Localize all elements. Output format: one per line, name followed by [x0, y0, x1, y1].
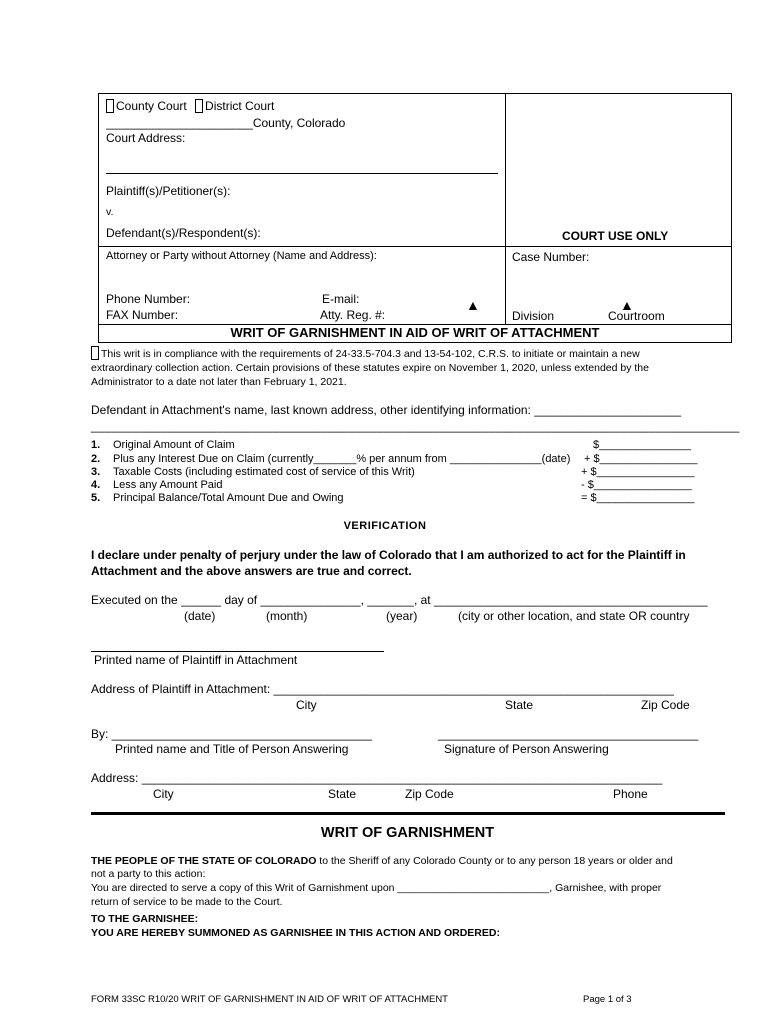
atty-reg-label: Atty. Reg. #: [320, 308, 386, 322]
caption-attorney-rule [98, 246, 732, 247]
month-caption: (month) [266, 609, 308, 623]
claim-amount-2[interactable]: + $________________ [584, 453, 698, 465]
claim-item-5: 5. Principal Balance/Total Amount Due and Owing [91, 492, 344, 504]
up-arrow-icon: ▲ [466, 297, 480, 313]
compliance-checkbox[interactable] [91, 346, 99, 360]
versus-label: v. [106, 206, 114, 218]
declaration-line-1: I declare under penalty of perjury under the law of Colorado that I am authorized to act for the Plaintiff in [91, 548, 686, 562]
district-court-checkbox[interactable] [195, 99, 203, 113]
signature-line[interactable]: _______________________________________ [438, 727, 699, 741]
court-type-row [106, 99, 274, 113]
plaintiff-label: Plaintiff(s)/Petitioner(s): [106, 184, 231, 198]
county-court-label: County Court [116, 99, 187, 113]
date-caption: (date) [184, 609, 216, 623]
people-line-2: not a party to this action: [91, 868, 206, 880]
city-caption-2: City [153, 787, 174, 801]
year-caption: (year) [386, 609, 418, 623]
phone-number-label: Phone Number: [106, 292, 191, 306]
writ-heading: WRIT OF GARNISHMENT [320, 825, 495, 841]
state-caption-2: State [328, 787, 357, 801]
people-line: THE PEOPLE OF THE STATE OF COLORADO to the Sheriff of any Colorado County or to any person 18 years or older and [91, 855, 673, 867]
summoned-heading: YOU ARE HEREBY SUMMONED AS GARNISHEE IN THIS ACTION AND ORDERED: [91, 927, 500, 939]
compliance-line-1: This writ is in compliance with the requirements of 24-33.5-704.3 and 13-54-102, C.R.S. to initiate or maintain a new [91, 346, 640, 360]
footer-page-number: Page 1 of 3 [583, 994, 632, 1005]
court-address-label: Court Address: [106, 131, 186, 145]
email-label: E-mail: [322, 292, 360, 306]
claim-amount-3[interactable]: + $________________ [581, 466, 695, 478]
directed-line-2: return of service to be made to the Court. [91, 896, 283, 908]
verification-heading: VERIFICATION [343, 520, 427, 532]
address-line[interactable]: Address: ______________________________________________________________________________ [91, 771, 663, 785]
compliance-line-3: Administrator to a date not later than February 1, 2021. [91, 376, 347, 388]
defendant-label: Defendant(s)/Respondent(s): [106, 226, 261, 240]
caption-divider [505, 93, 506, 325]
city-caption: City [296, 698, 317, 712]
printed-title-caption: Printed name and Title of Person Answering [115, 742, 349, 756]
court-use-only-label: COURT USE ONLY [562, 229, 669, 243]
claim-amount-1[interactable]: $_______________ [593, 439, 691, 451]
fax-number-label: FAX Number: [106, 308, 179, 322]
defendant-info[interactable]: Defendant in Attachment's name, last known address, other identifying information: ______________________ [91, 403, 682, 417]
zip-caption: Zip Code [641, 698, 690, 712]
claim-amount-4[interactable]: - $________________ [581, 479, 692, 491]
compliance-line-2: extraordinary collection action. Certain provisions of these statutes expire on November 1, 2020, unless extended by the [91, 362, 649, 374]
attorney-label: Attorney or Party without Attorney (Name and Address): [106, 250, 377, 262]
printed-name-line[interactable] [91, 651, 384, 652]
claim-item-3: 3. Taxable Costs (including estimated cost of service of this Writ) [91, 466, 415, 478]
page-title: WRIT OF GARNISHMENT IN AID OF WRIT OF ATTACHMENT [230, 325, 600, 340]
defendant-info-line-2[interactable]: _____________________________________________________________________________________________ [91, 419, 740, 433]
division-label: Division [512, 309, 555, 323]
signature-caption: Signature of Person Answering [444, 742, 609, 756]
phone-caption-2: Phone [613, 787, 648, 801]
plaintiff-address-line[interactable]: Address of Plaintiff in Attachment: ____________________________________________________________ [91, 682, 674, 696]
county-court-checkbox[interactable] [106, 99, 114, 113]
zip-caption-2: Zip Code [405, 787, 454, 801]
claim-item-4: 4. Less any Amount Paid [91, 479, 223, 491]
to-garnishee-heading: TO THE GARNISHEE: [91, 913, 199, 925]
claim-amount-5[interactable]: = $________________ [581, 492, 695, 504]
declaration-line-2: Attachment and the above answers are true and correct. [91, 564, 412, 578]
district-court-label: District Court [205, 99, 275, 113]
up-arrow-icon: ▲ [620, 297, 634, 313]
claim-item-1: 1. Original Amount of Claim [91, 439, 235, 451]
case-number-label: Case Number: [512, 250, 590, 264]
court-address-line [106, 173, 498, 174]
location-caption: (city or other location, and state OR country [458, 609, 690, 623]
state-caption: State [505, 698, 534, 712]
executed-line[interactable]: Executed on the ______ day of _______________, _______, at _________________________________________ [91, 593, 708, 607]
courtroom-label: Courtroom [608, 309, 665, 323]
footer-form-id: FORM 33SC R10/20 WRIT OF GARNISHMENT IN AID OF WRIT OF ATTACHMENT [91, 994, 448, 1005]
by-line[interactable]: By: _______________________________________ [91, 727, 372, 741]
claim-item-2: 2. Plus any Interest Due on Claim (currently_______% per annum from _______________(date) [91, 453, 571, 465]
county-line[interactable]: ______________________County, Colorado [106, 116, 346, 130]
section-divider [91, 812, 725, 815]
printed-name-caption: Printed name of Plaintiff in Attachment [94, 653, 298, 667]
directed-line[interactable]: You are directed to serve a copy of this Writ of Garnishment upon __________________________, Garnishee, with proper [91, 882, 662, 894]
